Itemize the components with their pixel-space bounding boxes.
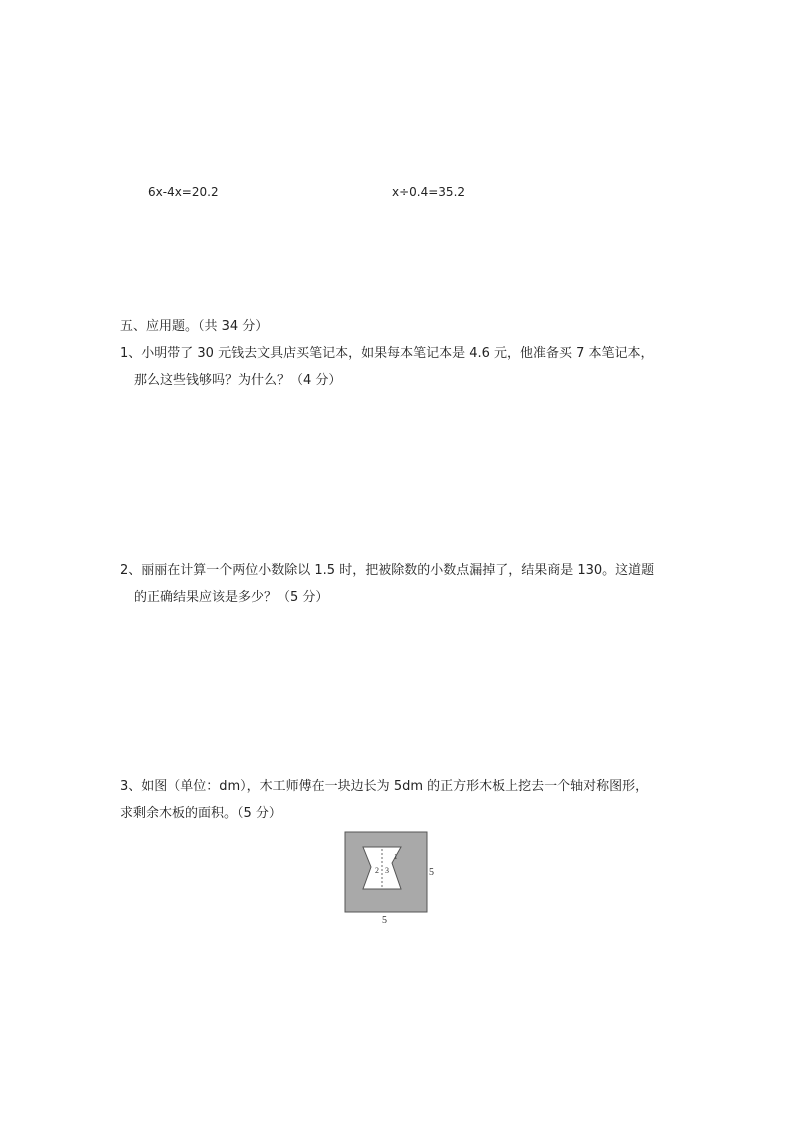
question-3-line-1: 3、如图（单位：dm），木工师傅在一块边长为 5dm 的正方形木板上挖去一个轴对称图形，	[120, 779, 649, 794]
label-1: 1	[394, 853, 398, 861]
board-figure	[342, 829, 438, 927]
question-1-line-2: 那么这些钱够吗？为什么？（4 分）	[134, 373, 342, 388]
board-diagram	[342, 829, 438, 927]
question-1-line-1: 1、小明带了 30 元钱去文具店买笔记本，如果每本笔记本是 4.6 元，他准备买 7 本笔记本，	[120, 346, 654, 361]
side-label-bottom: 5	[382, 915, 387, 926]
question-2-line-1: 2、丽丽在计算一个两位小数除以 1.5 时，把被除数的小数点漏掉了，结果商是 130。这道题	[120, 563, 655, 578]
section-heading: 五、应用题。（共 34 分）	[120, 319, 269, 334]
question-3-line-2: 求剩余木板的面积。（5 分）	[120, 806, 282, 821]
question-2-line-2: 的正确结果应该是多少？（5 分）	[134, 590, 329, 605]
label-3: 3	[385, 866, 389, 875]
side-label-right: 5	[429, 867, 434, 878]
label-2: 2	[375, 866, 379, 875]
equation-2: x÷0.4=35.2	[392, 185, 466, 199]
equation-1: 6x-4x=20.2	[148, 185, 219, 199]
